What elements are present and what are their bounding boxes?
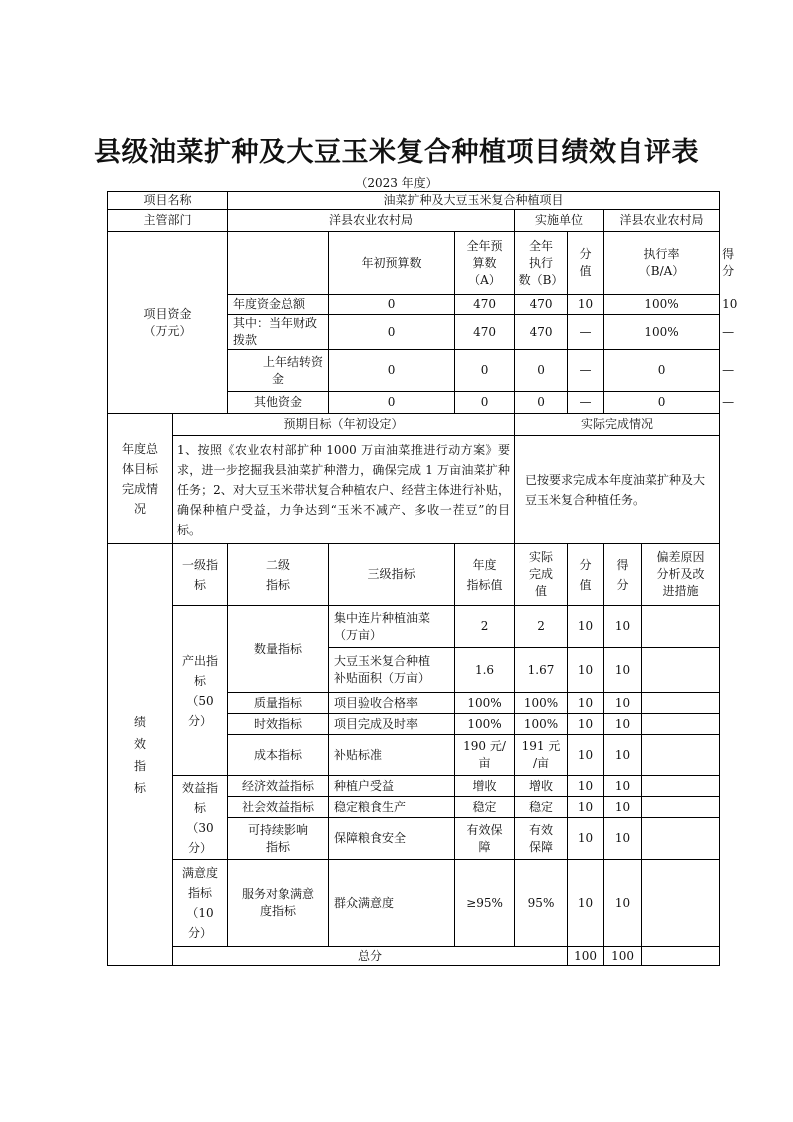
goals-content-row [108, 436, 720, 544]
social-row: 社会效益指标 稳定粮食生产 稳定 稳定 10 10 [108, 797, 720, 818]
total-score: 100 [568, 947, 604, 966]
goals-label: 年度总 体目标 完成情 况 [108, 414, 173, 544]
level1-header: 一级指 标 [173, 544, 228, 606]
economic-row: 效益指 标 （30 分） 经济效益指标 种植户受益 增收 增收 10 10 [108, 776, 720, 797]
header-exec: 全年 执行 数（B） [515, 232, 568, 295]
target-header: 年度 指标值 [455, 544, 515, 606]
actual-header: 实际完成情况 [515, 414, 720, 436]
funds-row-carryover: 上年结转资 金 0 0 0 — 0 — [108, 350, 720, 392]
funds-row-total: 年度资金总额 0 470 470 10 100% 10 [108, 295, 720, 315]
page-title: 县级油菜扩种及大豆玉米复合种植项目绩效自评表 [94, 137, 699, 168]
quality-row: 质量指标 项目验收合格率 100% 100% 10 10 [108, 693, 720, 714]
dept-row [108, 210, 720, 232]
total-row [108, 947, 720, 966]
satisfaction-row: 满意度 指标 （10 分） 服务对象满意 度指标 群众满意度 ≥95% 95% 10 10 [108, 860, 720, 947]
timeliness-row: 时效指标 项目完成及时率 100% 100% 10 10 [108, 714, 720, 735]
got-header: 得 分 [604, 544, 642, 606]
impl-label: 实施单位 [515, 210, 604, 232]
goals-header-row [108, 414, 720, 436]
page-subtitle: （2023 年度） [355, 176, 438, 190]
actual-text: 已按要求完成本年度油菜扩种及大豆玉米复合种植任务。 [515, 436, 720, 544]
project-name-row [108, 192, 720, 210]
funds-row-fiscal: 其中：当年财政拨款 0 470 470 — 100% — [108, 315, 720, 350]
deviation-header: 偏差原因 分析及改 进措施 [642, 544, 720, 606]
funds-label: 项目资金 （万元） [108, 232, 228, 414]
evaluation-table [107, 191, 738, 966]
header-score: 分 值 [568, 232, 604, 295]
funds-header-row: 项目资金 （万元） 年初预算数 全年预 算数 （A） 全年 执行 数（B） 分 值 执行率 （B/A） 得分 [108, 232, 720, 295]
dept-label: 主管部门 [108, 210, 228, 232]
expected-header: 预期目标（年初设定） [173, 414, 515, 436]
dept-value: 洋县农业农村局 [228, 210, 515, 232]
header-initial: 年初预算数 [329, 232, 455, 295]
output-label: 产出指 标 （50 分） [173, 606, 228, 776]
impl-value: 洋县农业农村局 [604, 210, 720, 232]
total-got: 100 [604, 947, 642, 966]
benefit-label: 效益指 标 （30 分） [173, 776, 228, 860]
satisfaction-label: 满意度 指标 （10 分） [173, 860, 228, 947]
indicator-section-label: 绩 效 指 标 [108, 544, 173, 966]
cost-row: 成本指标 补贴标准 190 元/ 亩 191 元 /亩 10 10 [108, 735, 720, 776]
output-row-2: 大豆玉米复合种植 补贴面积（万亩） 1.6 1.67 10 10 [108, 648, 720, 693]
indicator-header-row [108, 544, 720, 606]
score-header: 分 值 [568, 544, 604, 606]
level2-header: 二级 指标 [228, 544, 329, 606]
header-rate: 执行率 （B/A） [604, 232, 720, 295]
header-annual: 全年预 算数 （A） [455, 232, 515, 295]
project-name-value: 油菜扩种及大豆玉米复合种植项目 [228, 192, 720, 210]
funds-row-other: 其他资金 0 0 0 — 0 — [108, 392, 720, 414]
quantity-label: 数量指标 [228, 606, 329, 693]
total-label: 总分 [173, 947, 568, 966]
sustainable-row: 可持续影响 指标 保障粮食安全 有效保 障 有效 保障 10 10 [108, 818, 720, 860]
level3-header: 三级指标 [329, 544, 455, 606]
project-name-label: 项目名称 [108, 192, 228, 210]
expected-text: 1、按照《农业农村部扩种 1000 万亩油菜推进行动方案》要求，进一步挖掘我县油菜扩种潜力，确保完成 1 万亩油菜扩种任务；2、对大豆玉米带状复合种植农户、经营主体进行补贴，确保种植户受益，力争达到“玉米不减产、多收一茬豆”的目标。 [173, 436, 515, 544]
output-row-1: 产出指 标 （50 分） 数量指标 集中连片种植油菜 （万亩） 2 2 10 10 [108, 606, 720, 648]
actual-value-header: 实际 完成 值 [515, 544, 568, 606]
funds-header-blank [228, 232, 329, 295]
